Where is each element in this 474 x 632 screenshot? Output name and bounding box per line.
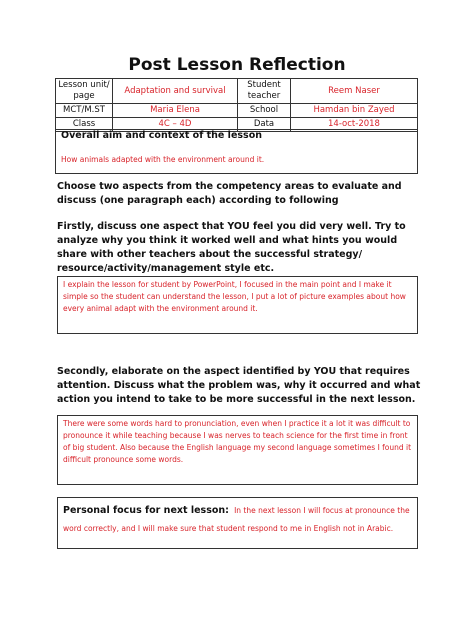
- school-label: School: [238, 104, 291, 118]
- answer-one: I explain the lesson for student by PowerPoint, I focused in the main point and I make it simple so the student can understand the lesson, I put a lot of picture examples about how every animal adapt with the environment around it.: [57, 276, 418, 334]
- choose-instructions: Choose two aspects from the competency areas to evaluate and discuss (one paragraph each) according to following: [57, 181, 402, 206]
- date-value: 14-oct-2018: [291, 118, 418, 132]
- answer-two: There were some words hard to pronunciation, even when I practice it a lot it was difficult to pronounce it while teaching because I was nerves to teach science for the first time in front of big student. Also because the English language my second language sometimes I found it difficult pronounce some words.: [57, 415, 418, 485]
- school-value: Hamdan bin Zayed: [291, 104, 418, 118]
- mct-label: MCT/M.ST: [56, 104, 113, 118]
- lesson-info-table: [55, 78, 418, 132]
- teacher-value: Reem Naser: [291, 79, 418, 104]
- aim-heading: Overall aim and context of the lesson: [61, 130, 262, 141]
- table-row: [56, 79, 418, 104]
- aim-box: [55, 129, 418, 174]
- focus-label: Personal focus for next lesson:: [63, 505, 229, 516]
- mct-value: Maria Elena: [113, 104, 238, 118]
- aim-text: How animals adapted with the environment around it.: [61, 155, 265, 164]
- table-row: [56, 104, 418, 118]
- secondly-instructions: Secondly, elaborate on the aspect identified by YOU that requires attention. Discuss what the problem was, why it occurred and what action you intend to take to be more successful in the next lesson.: [57, 366, 421, 405]
- lesson-value: Adaptation and survival: [113, 79, 238, 104]
- date-label: Data: [238, 118, 291, 132]
- teacher-label: Student teacher: [238, 79, 291, 104]
- personal-focus-box: [57, 497, 418, 549]
- page-title: Post Lesson Reflection: [128, 55, 346, 75]
- lesson-label: Lesson unit/ page: [56, 79, 113, 104]
- class-label: Class: [56, 118, 113, 132]
- firstly-instructions: Firstly, discuss one aspect that YOU feel you did very well. Try to analyze why you think it worked well and what hints you would share with other teachers about the successful strategy/ resource/activity/management style etc.: [57, 221, 406, 274]
- focus-text: In the next lesson I will focus at pronounce the word correctly, and I will make sure that student respond to me in English not in Arabic.: [63, 506, 410, 533]
- class-value: 4C – 4D: [113, 118, 238, 132]
